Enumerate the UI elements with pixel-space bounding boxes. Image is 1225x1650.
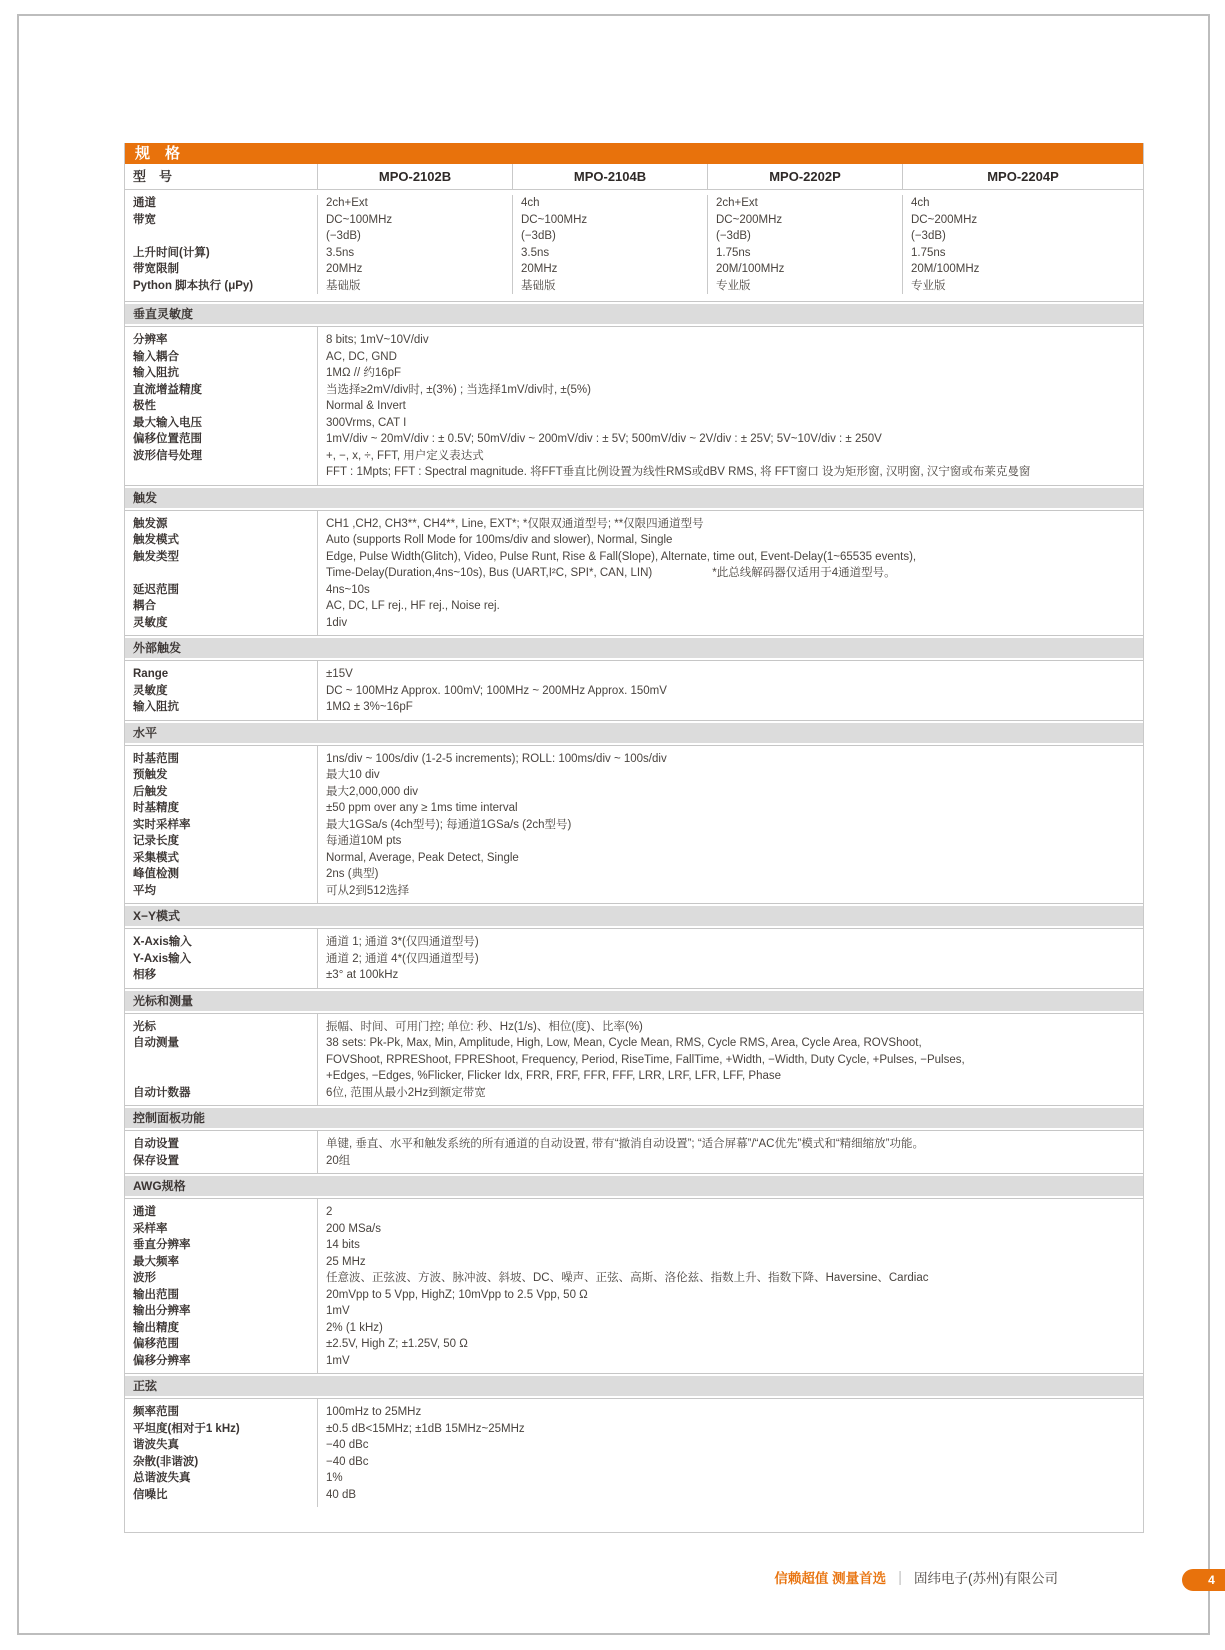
model-grid-value-column — [317, 195, 512, 294]
spec-value: 200 MSa/s — [326, 1222, 381, 1235]
spec-row — [125, 833, 1143, 850]
spec-value: 每通道10M pts — [326, 835, 402, 847]
spec-row — [125, 1019, 1143, 1036]
spec-label: 输入阻抗 — [133, 701, 179, 713]
spec-value: 20M/100MHz — [716, 263, 785, 275]
spec-value: FOVShoot, RPREShoot, FPREShoot, Frequency, Period, RiseTime, FallTime, +Width, −Width, Duty Cycle, +Pulses, −Pulses, — [326, 1053, 965, 1066]
spec-value: 38 sets: Pk-Pk, Max, Min, Amplitude, High, Low, Mean, Cycle Mean, RMS, Cycle RMS, Area, Cycle Area, ROVShoot, — [326, 1037, 922, 1049]
section-body — [125, 1014, 1143, 1106]
spec-row — [125, 382, 1143, 399]
spec-row — [125, 1237, 1143, 1254]
section-header: 外部触发 — [125, 638, 1143, 658]
spec-row — [125, 1320, 1143, 1337]
section-body — [125, 511, 1143, 636]
spec-row — [125, 1085, 1143, 1102]
spec-row — [125, 431, 1143, 448]
spec-value: 3.5ns — [326, 246, 355, 259]
spec-value: 20mVpp to 5 Vpp, HighZ; 10mVpp to 2.5 Vpp, 50 Ω — [326, 1288, 588, 1301]
spec-value: DC~100MHz — [326, 213, 393, 226]
section-header: 控制面板功能 — [125, 1108, 1143, 1128]
spec-value: DC~100MHz — [521, 213, 588, 226]
spec-value: 1mV/div ~ 20mV/div : ± 0.5V; 50mV/div ~ 200mV/div : ± 5V; 500mV/div ~ 2V/div : ± 25V; 5V~10V/div : ± 250V — [326, 433, 882, 445]
spec-label: 最大频率 — [133, 1255, 179, 1268]
spec-row — [125, 516, 1143, 533]
spec-value: 1div — [326, 616, 348, 629]
spec-value: 基础版 — [521, 279, 556, 292]
spec-value: (−3dB) — [521, 230, 556, 242]
spec-row — [125, 1404, 1143, 1421]
spec-value: 20MHz — [326, 263, 363, 275]
spec-label: 时基范围 — [133, 752, 179, 765]
spec-label — [125, 464, 317, 481]
model-name-1: MPO-2102B — [317, 164, 512, 189]
section-header-wrap — [125, 720, 1143, 746]
spec-label: 输出精度 — [133, 1321, 179, 1334]
spec-row — [125, 365, 1143, 382]
spec-value: Edge, Pulse Width(Glitch), Video, Pulse Runt, Rise & Fall(Slope), Alternate, time out, Event-Delay(1~65535 events), — [326, 550, 917, 563]
spec-value: 4ch — [521, 197, 540, 209]
spec-label: 偏移分辨率 — [133, 1354, 191, 1367]
spec-value: 1ns/div ~ 100s/div (1-2-5 increments); ROLL: 100ms/div ~ 100s/div — [326, 752, 667, 765]
spec-label: 谐波失真 — [133, 1439, 179, 1451]
spec-row — [125, 666, 1143, 683]
spec-label: 触发源 — [133, 517, 168, 530]
spec-label: 自动设置 — [133, 1138, 179, 1150]
section-header-wrap — [125, 1173, 1143, 1199]
spec-label: 最大输入电压 — [133, 416, 202, 429]
spec-label: 上升时间(计算) — [133, 246, 210, 259]
spec-row — [125, 1437, 1143, 1454]
spec-label: 波形信号处理 — [133, 449, 202, 462]
spec-value: 最大10 div — [326, 769, 380, 781]
spec-label: 光标 — [133, 1020, 156, 1033]
spec-label: Python 脚本执行 (μPy) — [133, 279, 254, 292]
spec-label: 耦合 — [133, 600, 156, 612]
section-body — [125, 1199, 1143, 1373]
spec-value: 2ch+Ext — [326, 197, 368, 209]
section-header-wrap — [125, 903, 1143, 929]
spec-label: 后触发 — [133, 785, 168, 798]
spec-label: 实时采样率 — [133, 818, 191, 831]
spec-label: 时基精度 — [133, 802, 179, 814]
page-number-badge: 4 — [1182, 1569, 1225, 1591]
spec-label: 偏移位置范围 — [133, 433, 202, 445]
spec-row — [125, 565, 1143, 582]
spec-label: 平均 — [133, 884, 156, 897]
spec-label: 输出分辨率 — [133, 1305, 191, 1317]
spec-row — [125, 1052, 1143, 1069]
spec-value: ±3° at 100kHz — [326, 969, 399, 981]
spec-value: 20组 — [326, 1154, 351, 1167]
section-header-wrap — [125, 485, 1143, 511]
spec-label: 自动测量 — [133, 1037, 179, 1049]
spec-value: (−3dB) — [326, 230, 361, 242]
spec-value: Auto (supports Roll Mode for 100ms/div and slower), Normal, Single — [326, 534, 673, 546]
spec-label: 采集模式 — [133, 851, 179, 864]
spec-label: 杂散(非谐波) — [133, 1455, 199, 1468]
model-grid-label-column — [125, 195, 317, 294]
model-grid-value-column — [512, 195, 707, 294]
spec-label: 预触发 — [133, 769, 168, 781]
spec-row — [125, 448, 1143, 465]
spec-label: X-Axis输入 — [133, 936, 192, 948]
footer-slogan: 信赖超值 测量首选 — [774, 1571, 887, 1586]
spec-value: 20MHz — [521, 263, 558, 275]
spec-row — [125, 1487, 1143, 1504]
spec-value: 14 bits — [326, 1239, 360, 1251]
spec-row — [125, 1221, 1143, 1238]
spec-value: 最大2,000,000 div — [326, 785, 419, 798]
spec-row — [125, 582, 1143, 599]
spec-table — [124, 143, 1144, 1533]
spec-label: 波形 — [133, 1272, 156, 1284]
spec-value: −40 dBc — [326, 1439, 369, 1451]
model-name-2: MPO-2104B — [512, 164, 707, 189]
spec-label: 偏移范围 — [133, 1338, 179, 1350]
spec-row — [125, 1287, 1143, 1304]
spec-value: DC~200MHz — [716, 213, 783, 226]
spec-row — [125, 1035, 1143, 1052]
section-header: 垂直灵敏度 — [125, 304, 1143, 324]
spec-label: 信噪比 — [133, 1488, 168, 1501]
footer — [774, 1565, 1058, 1589]
spec-value: 1mV — [326, 1354, 350, 1367]
spec-note: *此总线解码器仅适用于4通道型号。 — [712, 567, 896, 579]
spec-value: 专业版 — [911, 279, 946, 292]
spec-value: 1MΩ ± 3%~16pF — [326, 701, 413, 713]
spec-value: 可从2到512选择 — [326, 884, 410, 897]
spec-label: 带宽限制 — [133, 263, 179, 275]
spec-row — [125, 415, 1143, 432]
spec-value: ±50 ppm over any ≥ 1ms time interval — [326, 802, 518, 814]
spec-label: 通道 — [133, 1206, 156, 1218]
section-body — [125, 1399, 1143, 1507]
spec-label: 直流增益精度 — [133, 383, 202, 396]
spec-label: Range — [133, 668, 169, 680]
spec-row — [125, 934, 1143, 951]
spec-label: 频率范围 — [133, 1406, 179, 1418]
section-header-wrap — [125, 988, 1143, 1014]
section-body — [125, 929, 1143, 988]
spec-row — [125, 1204, 1143, 1221]
spec-value: 单键, 垂直、水平和触发系统的所有通道的自动设置, 带有“撤消自动设置”; “适合屏幕”/“AC优先”模式和“精细缩放”功能。 — [326, 1138, 924, 1150]
spec-row — [125, 850, 1143, 867]
section-header: 触发 — [125, 488, 1143, 508]
spec-label: 延迟范围 — [133, 583, 179, 596]
spec-row — [125, 1454, 1143, 1471]
spec-value: AC, DC, LF rej., HF rej., Noise rej. — [326, 600, 500, 612]
spec-value: Normal & Invert — [326, 400, 406, 412]
spec-label: 分辨率 — [133, 334, 168, 346]
spec-row — [125, 598, 1143, 615]
spec-row — [125, 1336, 1143, 1353]
spec-value: 40 dB — [326, 1488, 357, 1501]
spec-label: 输出范围 — [133, 1288, 179, 1301]
spec-value: 4ns~10s — [326, 583, 370, 596]
section-header: AWG规格 — [125, 1176, 1143, 1196]
spec-value: 振幅、时间、可用门控; 单位: 秒、Hz(1/s)、相位(度)、比率(%) — [326, 1020, 643, 1033]
section-header-wrap — [125, 1373, 1143, 1399]
spec-value: +Edges, −Edges, %Flicker, Flicker Idx, FRR, FRF, FFR, FFF, LRR, LRF, LFR, LFF, Phase — [326, 1070, 782, 1082]
spec-value: DC~200MHz — [911, 213, 978, 226]
spec-label: 极性 — [133, 400, 156, 412]
spec-sections — [125, 301, 1143, 1507]
spec-row — [125, 817, 1143, 834]
model-comparison-grid — [125, 190, 1143, 301]
spec-value: 通道 2; 通道 4*(仅四通道型号) — [326, 952, 479, 965]
spec-value: 1.75ns — [911, 246, 946, 259]
spec-label: 触发类型 — [133, 550, 179, 563]
model-name-4: MPO-2204P — [902, 164, 1143, 189]
spec-value: DC ~ 100MHz Approx. 100mV; 100MHz ~ 200MHz Approx. 150mV — [326, 684, 667, 697]
spec-row — [125, 751, 1143, 768]
spec-value: 2ch+Ext — [716, 197, 758, 209]
spec-label: 垂直分辨率 — [133, 1239, 191, 1251]
spec-label: 带宽 — [133, 213, 156, 226]
spec-value: +, −, x, ÷, FFT, 用户定义表达式 — [326, 449, 484, 462]
spec-value: 基础版 — [326, 279, 361, 292]
spec-value: 通道 1; 通道 3*(仅四通道型号) — [326, 936, 479, 948]
spec-value: 1MΩ // 约16pF — [326, 367, 402, 379]
spec-label: Y-Axis输入 — [133, 952, 192, 965]
spec-label: 平坦度(相对于1 kHz) — [133, 1422, 240, 1435]
spec-row — [125, 866, 1143, 883]
spec-value: 2 — [326, 1206, 333, 1218]
spec-row — [125, 464, 1143, 481]
spec-row — [125, 549, 1143, 566]
spec-row — [125, 1303, 1143, 1320]
spec-value: 300Vrms, CAT I — [326, 416, 407, 429]
spec-value: 1mV — [326, 1305, 350, 1317]
spec-label: 通道 — [133, 197, 156, 209]
spec-value: 最大1GSa/s (4ch型号); 每通道1GSa/s (2ch型号) — [326, 818, 572, 831]
spec-value: 2% (1 kHz) — [326, 1321, 383, 1334]
spec-value: 当选择≥2mV/div时, ±(3%) ; 当选择1mV/div时, ±(5%) — [326, 383, 591, 396]
spec-value: ±2.5V, High Z; ±1.25V, 50 Ω — [326, 1338, 468, 1350]
spec-label — [125, 1052, 317, 1069]
spec-value: (−3dB) — [716, 230, 751, 242]
spec-label: 输入耦合 — [133, 350, 179, 363]
spec-row — [125, 883, 1143, 900]
spec-value: AC, DC, GND — [326, 350, 397, 363]
model-row-label: 型 号 — [133, 169, 173, 184]
spec-label — [125, 228, 317, 245]
section-header-wrap — [125, 635, 1143, 661]
spec-label: 自动计数器 — [133, 1086, 191, 1099]
spec-value: (−3dB) — [911, 230, 946, 242]
spec-row — [125, 1421, 1143, 1438]
spec-row — [125, 1068, 1143, 1085]
spec-label: 触发模式 — [133, 534, 179, 546]
section-body — [125, 1131, 1143, 1173]
spec-value: 1% — [326, 1472, 343, 1484]
spec-label: 相移 — [133, 969, 156, 981]
section-header: 水平 — [125, 723, 1143, 743]
section-header: X−Y模式 — [125, 906, 1143, 926]
spec-row — [125, 1136, 1143, 1153]
spec-label: 采样率 — [133, 1222, 168, 1235]
spec-value: 2ns (典型) — [326, 868, 379, 880]
section-header-wrap — [125, 301, 1143, 327]
section-header-wrap — [125, 1105, 1143, 1131]
section-header: 正弦 — [125, 1376, 1143, 1396]
spec-title-bar: 规 格 — [125, 143, 1143, 164]
spec-label: 灵敏度 — [133, 684, 168, 697]
spec-value: 20M/100MHz — [911, 263, 980, 275]
spec-row — [125, 532, 1143, 549]
spec-row — [125, 1254, 1143, 1271]
spec-value: 3.5ns — [521, 246, 550, 259]
spec-row — [125, 615, 1143, 632]
spec-row — [125, 683, 1143, 700]
spec-label — [125, 1068, 317, 1085]
section-header: 光标和测量 — [125, 991, 1143, 1011]
spec-value: Normal, Average, Peak Detect, Single — [326, 851, 519, 864]
spec-label: 灵敏度 — [133, 616, 168, 629]
spec-value: 1.75ns — [716, 246, 751, 259]
spec-value: 4ch — [911, 197, 930, 209]
spec-label: 峰值检测 — [133, 868, 179, 880]
spec-row — [125, 332, 1143, 349]
spec-value: −40 dBc — [326, 1455, 369, 1468]
spec-value: 100mHz to 25MHz — [326, 1406, 422, 1418]
spec-value: FFT : 1Mpts; FFT : Spectral magnitude. 将FFT垂直比例设置为线性RMS或dBV RMS, 将 FFT窗口 设为矩形窗, 汉明窗, 汉宁窗或布莱克曼窗 — [326, 466, 1031, 478]
footer-divider: | — [898, 1568, 902, 1586]
spec-label: 输入阻抗 — [133, 367, 179, 379]
spec-row — [125, 800, 1143, 817]
spec-row — [125, 1270, 1143, 1287]
page-frame — [17, 14, 1215, 1635]
spec-label: 记录长度 — [133, 835, 179, 847]
spec-row — [125, 784, 1143, 801]
spec-row — [125, 1470, 1143, 1487]
spec-value: ±0.5 dB<15MHz; ±1dB 15MHz~25MHz — [326, 1422, 525, 1435]
spec-label: 总谐波失真 — [133, 1472, 191, 1484]
spec-row — [125, 951, 1143, 968]
spec-value: CH1 ,CH2, CH3**, CH4**, Line, EXT*; *仅限双通道型号; **仅限四通道型号 — [326, 517, 704, 530]
spec-row — [125, 398, 1143, 415]
spec-value: ±15V — [326, 668, 353, 680]
spec-value: 专业版 — [716, 279, 751, 292]
model-name-3: MPO-2202P — [707, 164, 902, 189]
spec-value: 任意波、正弦波、方波、脉冲波、斜坡、DC、噪声、正弦、高斯、洛伦兹、指数上升、指数下降、Haversine、Cardiac — [326, 1272, 929, 1284]
section-body — [125, 327, 1143, 485]
spec-row — [125, 967, 1143, 984]
spec-label — [125, 565, 317, 582]
model-header-row — [125, 164, 1143, 190]
model-grid-value-column — [707, 195, 902, 294]
spec-label: 保存设置 — [133, 1154, 179, 1167]
spec-value: 25 MHz — [326, 1255, 366, 1268]
model-grid-value-column — [902, 195, 1143, 294]
spec-row — [125, 1353, 1143, 1370]
section-body — [125, 746, 1143, 904]
footer-company: 固纬电子(苏州)有限公司 — [914, 1571, 1058, 1586]
spec-row — [125, 767, 1143, 784]
spec-value: 8 bits; 1mV~10V/div — [326, 334, 429, 346]
spec-row — [125, 349, 1143, 366]
spec-value: Time-Delay(Duration,4ns~10s), Bus (UART,I²C, SPI*, CAN, LIN) *此总线解码器仅适用于4通道型号。 — [326, 567, 896, 579]
spec-row — [125, 699, 1143, 716]
section-body — [125, 661, 1143, 720]
spec-value: 6位, 范围从最小2Hz到额定带宽 — [326, 1086, 486, 1099]
spec-row — [125, 1153, 1143, 1170]
